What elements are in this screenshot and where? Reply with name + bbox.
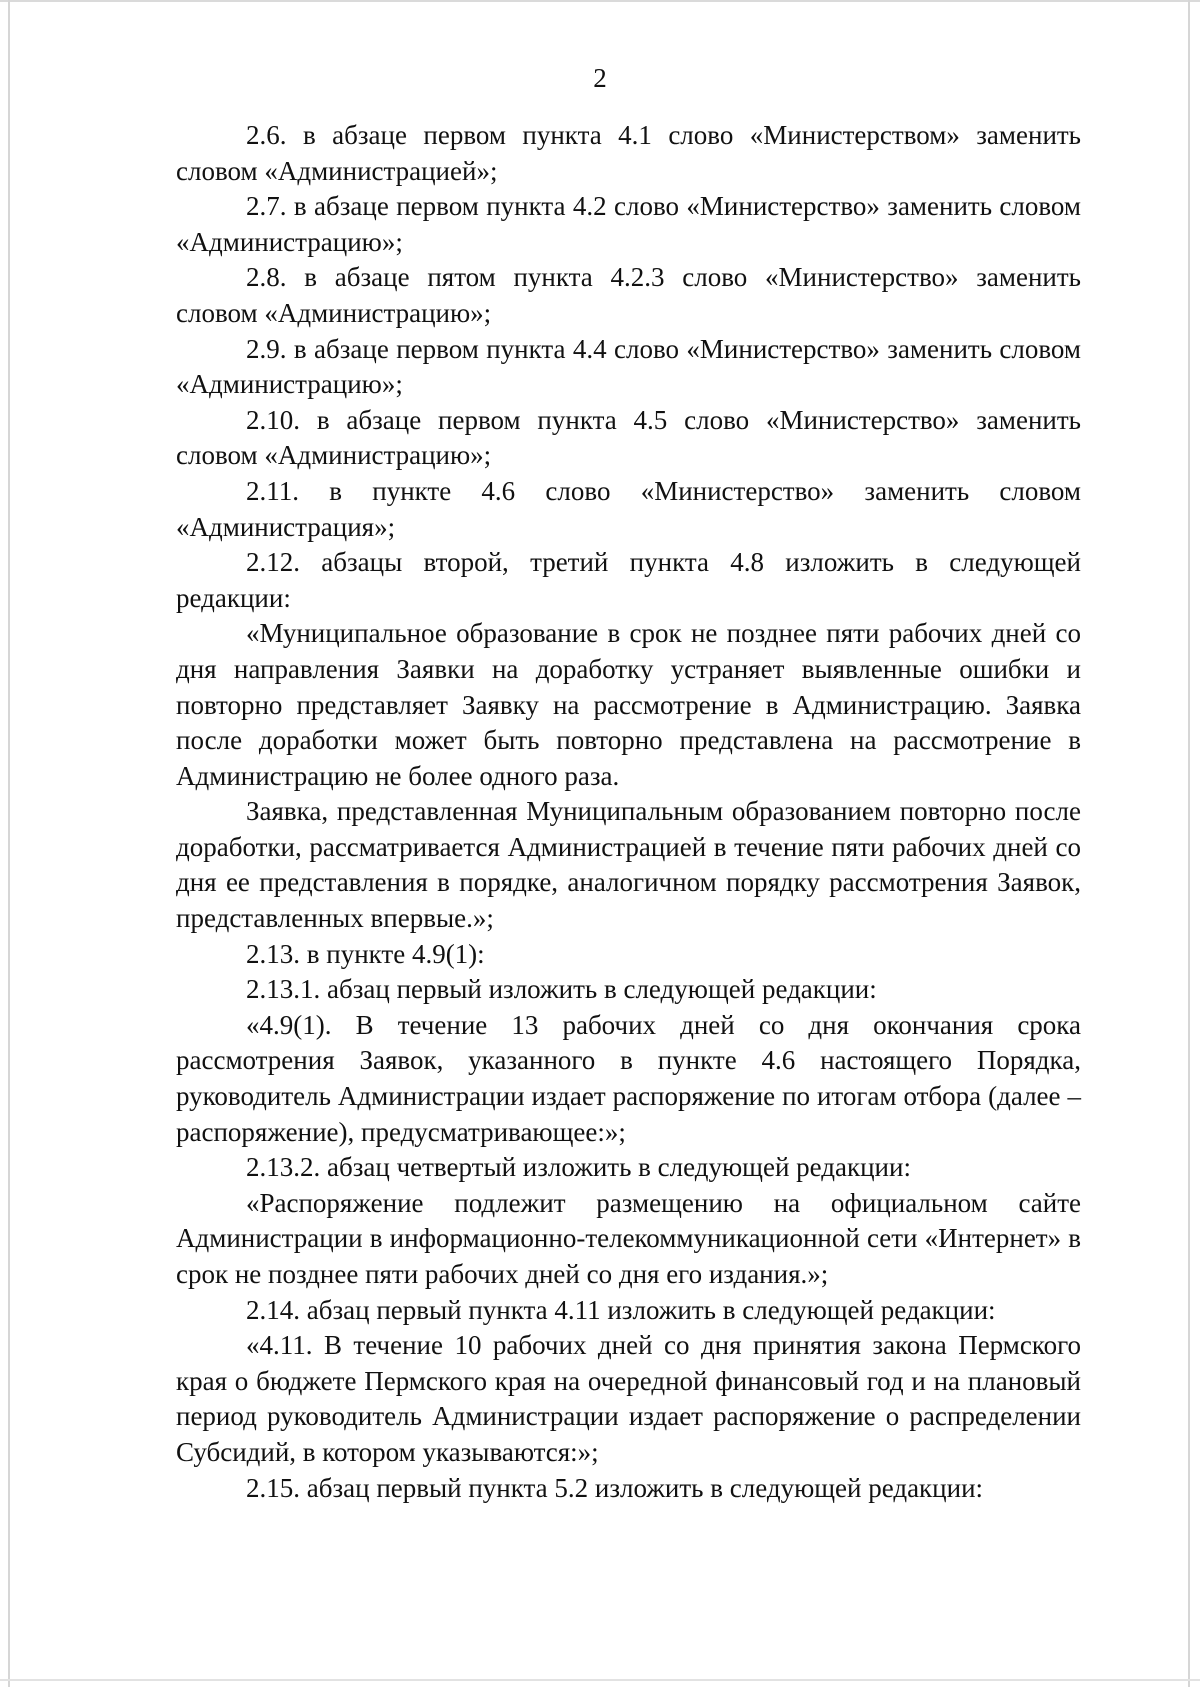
quoted-paragraph-order: «Распоряжение подлежит размещению на официальном сайте Администрации в информационно-телекоммуникационной сети «Интернет» в срок не позднее пяти рабочих дней со дня его издания.»; [176,1187,1081,1289]
paragraph-2-9: 2.9. в абзаце первом пункта 4.4 слово «Министерство» заменить словом «Администрацию»; [176,333,1081,400]
paragraph-2-14: 2.14. абзац первый пункта 4.11 изложить в следующей редакции: [246,1294,996,1325]
paragraph-2-6: 2.6. в абзаце первом пункта 4.1 слово «Министерством» заменить словом «Администрацией»; [176,120,1081,186]
scan-bottom-edge [0,1679,1200,1681]
paragraph-2-15: 2.15. абзац первый пункта 5.2 изложить в следующей редакции: [246,1472,984,1503]
scan-left-edge [8,0,10,1687]
quoted-paragraph-1: «Муниципальное образование в срок не позднее пяти рабочих дней со дня направления Заявки на доработку устраняет выявленные ошибки и повторно представляет Заявку на рассмотрение в Администрацию. Заявка после доработки может быть повторно представлена на рассмотрение в Администрацию не более одного раза. [176,618,1081,791]
paragraph-2-12: 2.12. абзацы второй, третий пункта 4.8 изложить в следующей редакции: [176,547,1081,613]
scan-right-edge [1188,0,1190,1687]
paragraph-2-13-2: 2.13.2. абзац четвертый изложить в следующей редакции: [246,1152,911,1183]
paragraph-2-13-1: 2.13.1. абзац первый изложить в следующей редакции: [246,974,877,1005]
paragraph-2-8: 2.8. в абзаце пятом пункта 4.2.3 слово «Министерство» заменить словом «Администрацию»; [176,262,1081,328]
page-number: 2 [593,63,607,93]
document-body [176,118,1081,1506]
scan-top-edge [0,0,1200,2]
quoted-paragraph-4-11: «4.11. В течение 10 рабочих дней со дня принятия закона Пермского края о бюджете Пермского края на очередной финансовый год и на плановый период руководитель Администрации издает распоряжение о распределении Субсидий, в котором указываются:»; [176,1330,1081,1467]
paragraph-2-7: 2.7. в абзаце первом пункта 4.2 слово «Министерство» заменить словом «Администрацию»; [176,191,1081,257]
paragraph-2-11: 2.11. в пункте 4.6 слово «Министерство» заменить словом «Администрация»; [176,475,1081,542]
quoted-paragraph-4-9-1: «4.9(1). В течение 13 рабочих дней со дня окончания срока рассмотрения Заявок, указанного в пункте 4.6 настоящего Порядка, руководитель Администрации издает распоряжение по итогам отбора (далее – распоряжение), предусматривающее:»; [176,1009,1081,1147]
quoted-paragraph-2: Заявка, представленная Муниципальным образованием повторно после доработки, рассматривается Администрацией в течение пяти рабочих дней со дня ее представления в порядке, аналогичном порядку рассмотрения Заявок, представленных впервые.»; [176,796,1081,934]
paragraph-2-13: 2.13. в пункте 4.9(1): [246,938,485,969]
paragraph-2-10: 2.10. в абзаце первом пункта 4.5 слово «Министерство» заменить словом «Администрацию»; [176,404,1081,471]
